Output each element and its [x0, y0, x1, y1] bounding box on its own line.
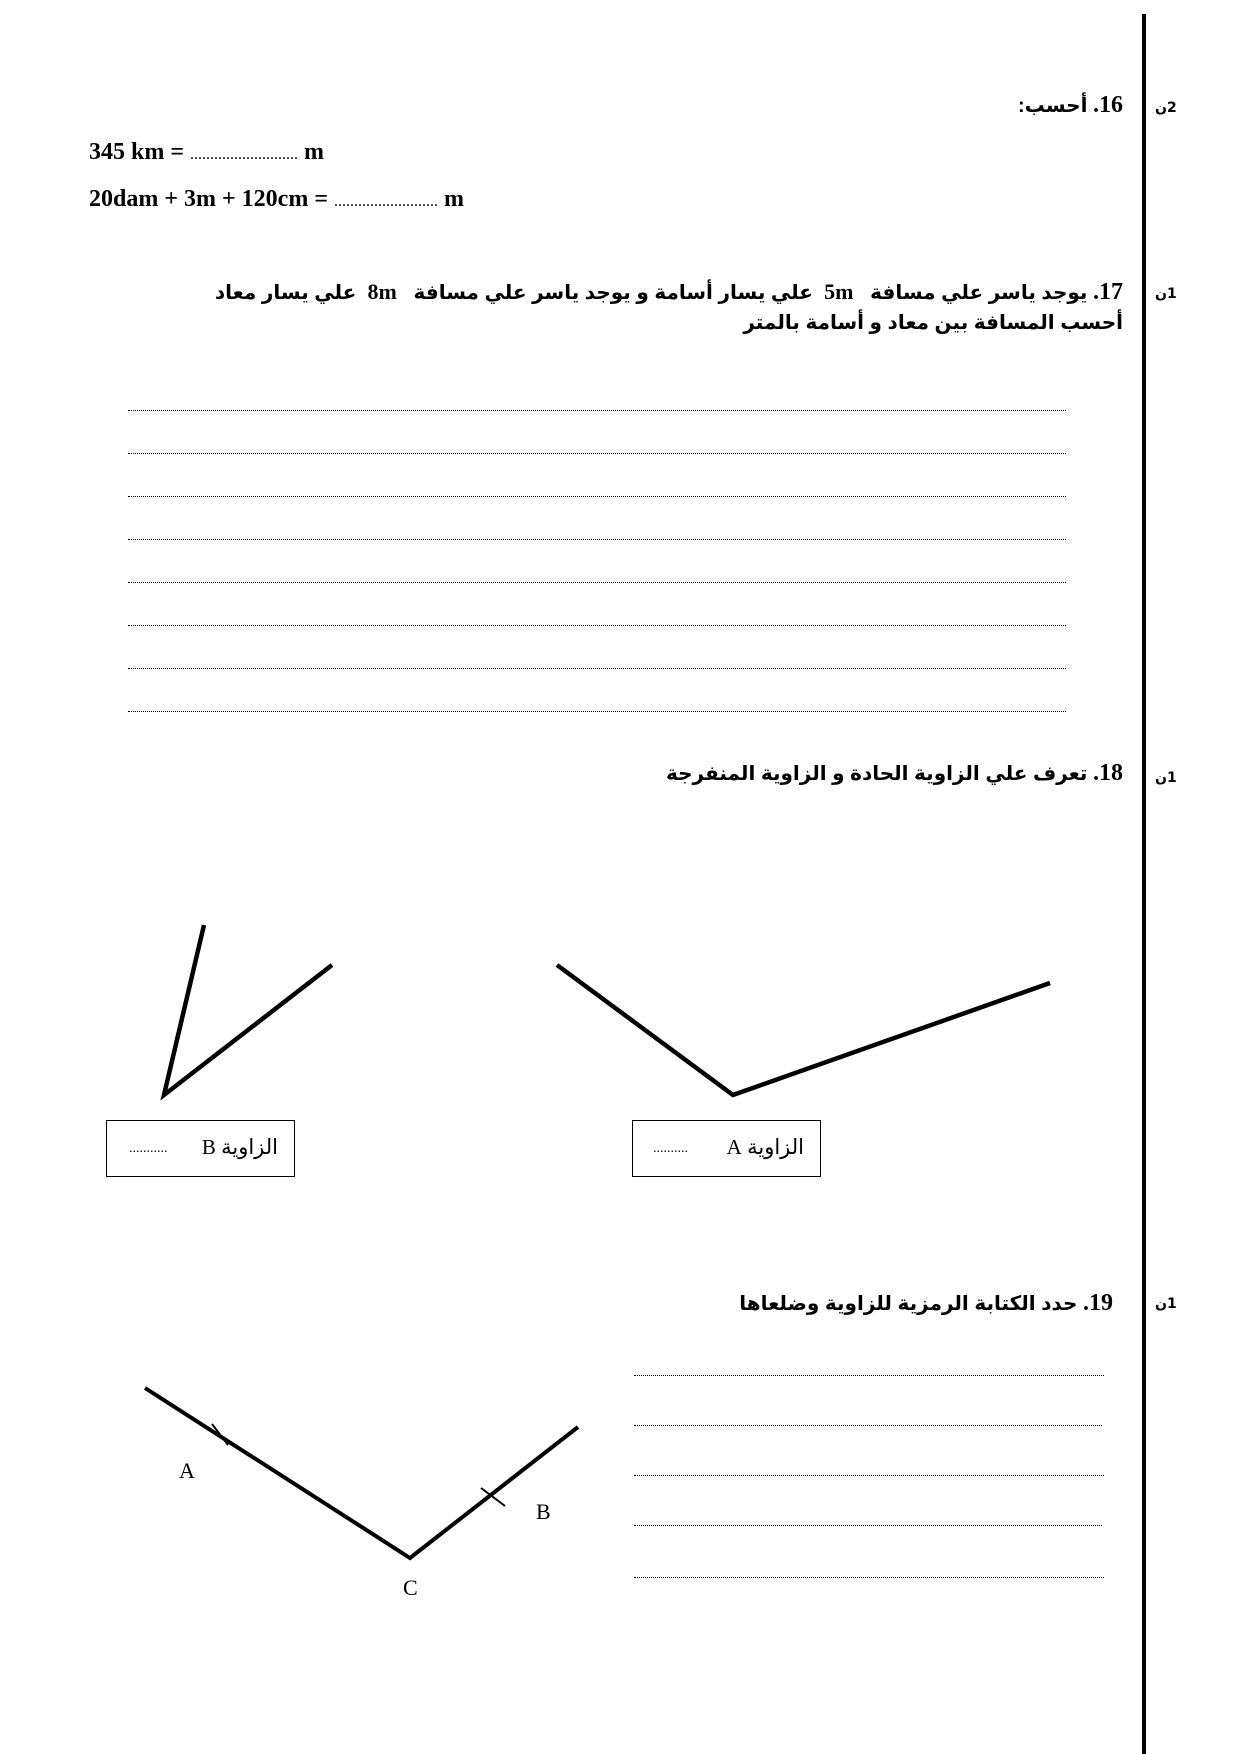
- angle-a-label-box: [632, 1120, 821, 1177]
- mark-q19: 1ن: [1155, 1296, 1177, 1312]
- answer-line[interactable]: [634, 1425, 1102, 1426]
- angle-b-answer[interactable]: ...........: [129, 1141, 168, 1156]
- q17-line1-b: علي يسار أسامة و يوجد ياسر علي مسافة: [413, 282, 813, 304]
- angle-b-label-box: [106, 1120, 295, 1177]
- q17-line1-c: علي يسار معاد: [214, 282, 357, 304]
- q16-number: 16.: [1093, 92, 1123, 118]
- answer-line[interactable]: [634, 1375, 1104, 1376]
- angle-a-figure: [557, 965, 1050, 1095]
- point-c-label: C: [403, 1575, 418, 1600]
- q16-line1-dots: ...........................: [190, 146, 299, 163]
- q16-title: أحسب:: [1017, 95, 1088, 117]
- q17-line1-a: يوجد ياسر علي مسافة: [870, 282, 1088, 304]
- angle-b-figure: [164, 925, 332, 1095]
- angle-b-label: الزاوية B: [201, 1135, 278, 1159]
- answer-line[interactable]: [634, 1475, 1104, 1476]
- q16-line2-dots: ..........................: [334, 193, 439, 210]
- q17-number: 17.: [1093, 279, 1123, 305]
- q17-line2: أحسب المسافة بين معاد و أسامة بالمتر: [743, 312, 1123, 334]
- q16-line2-lhs: 20dam + 3m + 120cm =: [89, 186, 335, 212]
- angle-a-label: الزاوية A: [726, 1135, 804, 1159]
- point-a-label: A: [179, 1458, 195, 1483]
- q18-title: تعرف علي الزاوية الحادة و الزاوية المنفرجة: [665, 763, 1088, 785]
- angle-acb-figure: [145, 1388, 578, 1558]
- q19-heading: [739, 1290, 1113, 1317]
- angle-a-answer[interactable]: ..........: [653, 1141, 688, 1156]
- mark-q16: 2ن: [1155, 100, 1177, 116]
- mark-q18: 1ن: [1155, 770, 1177, 786]
- q19-title: حدد الكتابة الرمزية للزاوية وضلعاها: [739, 1293, 1078, 1315]
- tick-mark-b: [481, 1488, 505, 1506]
- q18-number: 18.: [1093, 760, 1123, 786]
- q17-value1: 5m: [824, 279, 854, 304]
- q16-line2-unit: m: [444, 186, 465, 212]
- q17-value2: 8m: [367, 279, 397, 304]
- mark-q17: 1ن: [1155, 286, 1177, 302]
- answer-line[interactable]: [634, 1525, 1102, 1526]
- point-b-label: B: [536, 1499, 551, 1524]
- q16-line1-lhs: 345 km =: [89, 139, 191, 165]
- answer-line[interactable]: [634, 1577, 1104, 1578]
- q16-line1-unit: m: [304, 139, 325, 165]
- q19-number: 19.: [1083, 1290, 1113, 1316]
